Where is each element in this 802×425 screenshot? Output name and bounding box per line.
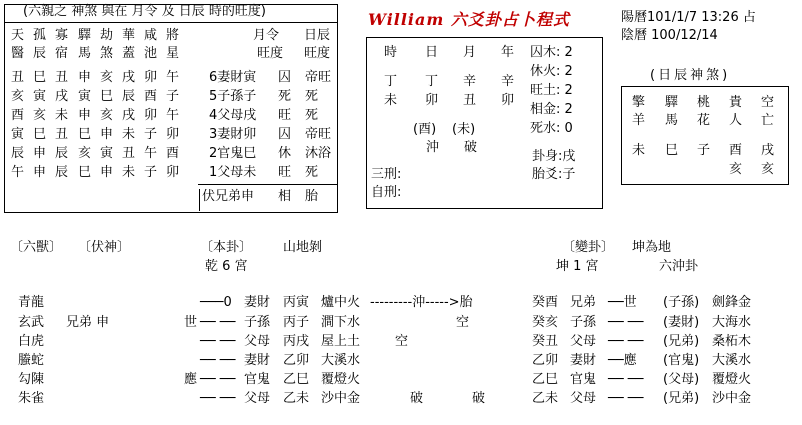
shensha-cell: 丑: [55, 127, 69, 142]
shensha-cell: 卯: [144, 108, 158, 123]
yao-liuqin: 2官鬼巳: [209, 146, 257, 161]
bian-relation: 子孫: [570, 315, 597, 330]
bian-ganzhi: 癸酉: [532, 295, 559, 310]
liushou-beast: 朱雀: [18, 391, 45, 406]
richen-wangdu: 帝旺: [305, 127, 332, 142]
shensha-name-top: 貴: [729, 95, 743, 110]
program-title: William 六爻卦占卜程式: [368, 10, 570, 29]
bian-ganzhi: 乙巳: [532, 372, 559, 387]
shensha-cell: 亥: [100, 70, 114, 85]
yao-liuqin: 6妻財寅: [209, 70, 257, 85]
shensha-value-top: 未: [632, 143, 646, 158]
yueling-wangdu: 旺: [278, 108, 292, 123]
shensha-header-bottom: 蓋: [122, 46, 136, 61]
shensha-header-bottom: 辰: [33, 46, 47, 61]
shensha-cell: 戌: [122, 108, 136, 123]
kongwang-wei: (未): [452, 122, 476, 137]
header-richen-wangdu: 旺度: [304, 46, 331, 61]
fushen-value: 兄弟 申: [66, 315, 110, 330]
yao-line: ───0: [200, 295, 232, 310]
yao-ganzhi: 乙卯: [283, 353, 310, 368]
wuxing-strength: 休火: 2: [530, 64, 573, 79]
wuxing-strength: 死水: 0: [530, 121, 573, 136]
liushou-beast: 螣蛇: [18, 353, 45, 368]
yao-nayin: 沙中金: [321, 391, 361, 406]
biangua-label: 〔變卦〕: [562, 240, 615, 255]
bian-relation: 父母: [570, 391, 597, 406]
sizhu-branch: 卯: [501, 93, 515, 108]
bian-paren: (妻財): [663, 315, 700, 330]
yao-relation: 妻財: [244, 295, 271, 310]
shensha-cell: 寅: [78, 89, 92, 104]
yao-nayin: 澗下水: [321, 315, 361, 330]
bian-relation: 官鬼: [570, 372, 597, 387]
bian-nayin: 大海水: [712, 315, 752, 330]
shensha-header-top: 孤: [33, 28, 47, 43]
richen-wangdu: 帝旺: [305, 70, 332, 85]
yao-liuqin: 5子孫子: [209, 89, 257, 104]
yao-ganzhi: 丙戌: [283, 334, 310, 349]
shensha-name-bottom: 人: [729, 113, 743, 128]
shensha-cell: 申: [33, 146, 47, 161]
yao-line: ── ──: [200, 334, 236, 349]
yao-line: ── ──: [200, 372, 236, 387]
shensha-cell: 午: [166, 108, 180, 123]
shensha-cell: 辰: [55, 146, 69, 161]
chong-mark: 沖: [426, 140, 440, 155]
shensha-cell: 子: [166, 89, 180, 104]
bian-relation: 妻財: [570, 353, 597, 368]
bengua-name: 山地剝: [283, 240, 323, 255]
yueling-wangdu: 旺: [278, 165, 292, 180]
sizhu-header: 年: [501, 45, 515, 60]
shensha-name-top: 空: [761, 95, 775, 110]
shensha-header-top: 劫: [100, 28, 114, 43]
sizhu-header: 時: [384, 45, 398, 60]
yao-line: ── ──: [200, 353, 236, 368]
shensha-cell: 丑: [11, 70, 25, 85]
liushou-beast: 勾陳: [18, 372, 45, 387]
shensha-header-bottom: 煞: [100, 46, 114, 61]
table-caption: (六親之 神煞 與在 月令 及 日辰 時的旺度): [23, 4, 266, 19]
bian-ganzhi: 乙未: [532, 391, 559, 406]
shensha-header-top: 寡: [55, 28, 69, 43]
shensha-cell: 午: [166, 70, 180, 85]
yao-relation: 父母: [244, 391, 271, 406]
yao-nayin: 大溪水: [321, 353, 361, 368]
shensha-header-bottom: 宿: [55, 46, 69, 61]
shensha-cell: 申: [100, 165, 114, 180]
biangua-note: 六沖卦: [659, 259, 699, 274]
shensha-value-bottom: 亥: [729, 162, 743, 177]
lunar-date: 陰曆 100/12/14: [621, 28, 718, 43]
shensha-cell: 午: [11, 165, 25, 180]
bian-nayin: 劍鋒金: [712, 295, 752, 310]
yao-ganzhi: 乙巳: [283, 372, 310, 387]
shensha-cell: 巳: [100, 89, 114, 104]
bian-ganzhi: 乙卯: [532, 353, 559, 368]
kong-mark: 空: [456, 315, 470, 330]
fushen-ri: 胎: [305, 189, 319, 204]
yao-relation: 子孫: [244, 315, 271, 330]
shensha-cell: 卯: [166, 127, 180, 142]
wuxing-strength: 囚木: 2: [530, 45, 573, 60]
yao-nayin: 屋上土: [321, 334, 361, 349]
sizhu-stem: 丁: [425, 74, 439, 89]
shensha-name-top: 驛: [665, 95, 679, 110]
shensha-cell: 子: [144, 127, 158, 142]
kong-mark: 空: [395, 334, 409, 349]
bian-paren: (兄弟): [663, 391, 700, 406]
fushen-divider: [198, 184, 338, 185]
shensha-cell: 亥: [33, 108, 47, 123]
bian-line: ──世: [608, 295, 637, 310]
shensha-cell: 巳: [78, 165, 92, 180]
shi-ying-mark: 應: [184, 372, 198, 387]
bian-paren: (父母): [663, 372, 700, 387]
shensha-cell: 未: [122, 127, 136, 142]
shensha-cell: 未: [55, 108, 69, 123]
bian-relation: 父母: [570, 334, 597, 349]
yao-nayin: 爐中火: [321, 295, 361, 310]
shensha-cell: 寅: [100, 146, 114, 161]
yao-relation: 妻財: [244, 353, 271, 368]
shensha-cell: 亥: [11, 89, 25, 104]
shensha-header-top: 天: [11, 28, 25, 43]
shensha-cell: 酉: [11, 108, 25, 123]
bian-ganzhi: 癸亥: [532, 315, 559, 330]
po-mark-month: 破: [472, 391, 486, 406]
shensha-value-top: 戌: [761, 143, 775, 158]
bian-line: ──應: [608, 353, 637, 368]
shensha-value-bottom: 亥: [761, 162, 775, 177]
shensha-header-bottom: 醫: [11, 46, 25, 61]
richen-wangdu: 死: [305, 108, 319, 123]
shensha-cell: 辰: [55, 165, 69, 180]
liushou-beast: 白虎: [18, 334, 45, 349]
shensha-cell: 未: [122, 165, 136, 180]
table-divider: [4, 22, 338, 23]
bian-nayin: 沙中金: [712, 391, 752, 406]
gua-shen: 卦身:戌: [532, 149, 576, 164]
san-xing: 三刑:: [371, 167, 402, 182]
bian-nayin: 大溪水: [712, 353, 752, 368]
bengua-label: 〔本卦〕: [200, 240, 253, 255]
shensha-name-top: 桃: [697, 95, 711, 110]
biangua-palace: 坤 1 宮: [556, 259, 599, 274]
shensha-header-top: 華: [122, 28, 136, 43]
shensha-cell: 戌: [55, 89, 69, 104]
bian-relation: 兄弟: [570, 295, 597, 310]
po-mark-day: 破: [410, 391, 424, 406]
shensha-cell: 辰: [122, 89, 136, 104]
yao-liuqin: 4父母戌: [209, 108, 257, 123]
shensha-header-top: 驛: [78, 28, 92, 43]
bian-paren: (兄弟): [663, 334, 700, 349]
sizhu-header: 月: [463, 45, 477, 60]
fushen-label: 伏兄弟申: [202, 189, 255, 204]
yueling-wangdu: 囚: [278, 70, 292, 85]
shensha-cell: 午: [144, 146, 158, 161]
yao-relation: 父母: [244, 334, 271, 349]
bian-nayin: 覆燈火: [712, 372, 752, 387]
shensha-cell: 巳: [33, 127, 47, 142]
shensha-name-bottom: 花: [697, 113, 711, 128]
tai-yuan: 胎爻:子: [532, 167, 576, 182]
liushou-beast: 玄武: [18, 315, 45, 330]
liushou-label: 〔六獸〕: [10, 240, 63, 255]
shensha-value-top: 子: [697, 143, 711, 158]
header-yueling: 月令: [253, 28, 280, 43]
shensha-name-top: 擎: [632, 95, 646, 110]
shensha-name-bottom: 亡: [761, 113, 775, 128]
fushen-yue: 相: [278, 189, 292, 204]
biangua-name: 坤為地: [632, 240, 672, 255]
bian-nayin: 桑柘木: [712, 334, 752, 349]
richen-wangdu: 沐浴: [305, 146, 332, 161]
sizhu-branch: 卯: [425, 93, 439, 108]
sizhu-stem: 辛: [501, 74, 515, 89]
header-richen: 日辰: [304, 28, 331, 43]
shensha-cell: 申: [78, 108, 92, 123]
yao-liuqin: 1父母未: [209, 165, 257, 180]
bian-paren: (子孫): [663, 295, 700, 310]
shensha-header-top: 咸: [144, 28, 158, 43]
yao-nayin: 覆燈火: [321, 372, 361, 387]
sizhu-stem: 丁: [384, 74, 398, 89]
shensha-cell: 戌: [122, 70, 136, 85]
sizhu-stem: 辛: [463, 74, 477, 89]
bian-paren: (官鬼): [663, 353, 700, 368]
po-mark: 破: [464, 140, 478, 155]
shensha-value-top: 酉: [729, 143, 743, 158]
yao-ganzhi: 乙未: [283, 391, 310, 406]
shensha-cell: 酉: [166, 146, 180, 161]
shensha-cell: 亥: [100, 108, 114, 123]
shensha-header-top: 將: [166, 28, 180, 43]
header-yueling-wangdu: 旺度: [257, 46, 284, 61]
yueling-wangdu: 死: [278, 89, 292, 104]
shensha-name-bottom: 馬: [665, 113, 679, 128]
yao-line: ── ──: [200, 315, 236, 330]
shensha-name-bottom: 羊: [632, 113, 646, 128]
shensha-header-bottom: 池: [144, 46, 158, 61]
shensha-cell: 辰: [11, 146, 25, 161]
shi-ying-mark: 世: [184, 315, 198, 330]
shensha-value-top: 巳: [665, 143, 679, 158]
fushen-col-label: 〔伏神〕: [78, 240, 131, 255]
richen-wangdu: 死: [305, 165, 319, 180]
sizhu-branch: 丑: [463, 93, 477, 108]
shensha-header-bottom: 馬: [78, 46, 92, 61]
sizhu-branch: 未: [384, 93, 398, 108]
wuxing-strength: 相金: 2: [530, 102, 573, 117]
shensha-cell: 子: [144, 165, 158, 180]
shensha-cell: 酉: [144, 89, 158, 104]
yao-ganzhi: 丙子: [283, 315, 310, 330]
richen-wangdu: 死: [305, 89, 319, 104]
yueling-wangdu: 休: [278, 146, 292, 161]
yao-line: ── ──: [200, 391, 236, 406]
shensha-cell: 卯: [166, 165, 180, 180]
yao-relation: 官鬼: [244, 372, 271, 387]
shensha-cell: 申: [33, 165, 47, 180]
bian-line: ── ──: [608, 315, 644, 330]
bian-line: ── ──: [608, 372, 644, 387]
shensha-header-bottom: 星: [166, 46, 180, 61]
solar-datetime: 陽曆101/1/7 13:26 占: [621, 10, 756, 25]
yao-liuqin: 3妻財卯: [209, 127, 257, 142]
zi-xing: 自刑:: [371, 185, 402, 200]
shensha-cell: 卯: [144, 70, 158, 85]
liushou-beast: 青龍: [18, 295, 45, 310]
shensha-cell: 巳: [33, 70, 47, 85]
shensha-cell: 丑: [122, 146, 136, 161]
bengua-palace: 乾 6 宮: [205, 259, 248, 274]
shensha-cell: 丑: [55, 70, 69, 85]
sizhu-header: 日: [425, 45, 439, 60]
wuxing-strength: 旺土: 2: [530, 83, 573, 98]
bian-line: ── ──: [608, 391, 644, 406]
bian-ganzhi: 癸丑: [532, 334, 559, 349]
shensha-cell: 寅: [33, 89, 47, 104]
shensha-title: (日辰神煞): [650, 68, 731, 83]
change-arrow: ---------沖----->胎: [370, 295, 473, 310]
yueling-wangdu: 囚: [278, 127, 292, 142]
shensha-cell: 亥: [78, 146, 92, 161]
bian-line: ── ──: [608, 334, 644, 349]
shensha-cell: 寅: [11, 127, 25, 142]
kongwang-you: (酉): [413, 122, 437, 137]
shensha-cell: 申: [100, 127, 114, 142]
yao-ganzhi: 丙寅: [283, 295, 310, 310]
shensha-cell: 巳: [78, 127, 92, 142]
shensha-cell: 申: [78, 70, 92, 85]
